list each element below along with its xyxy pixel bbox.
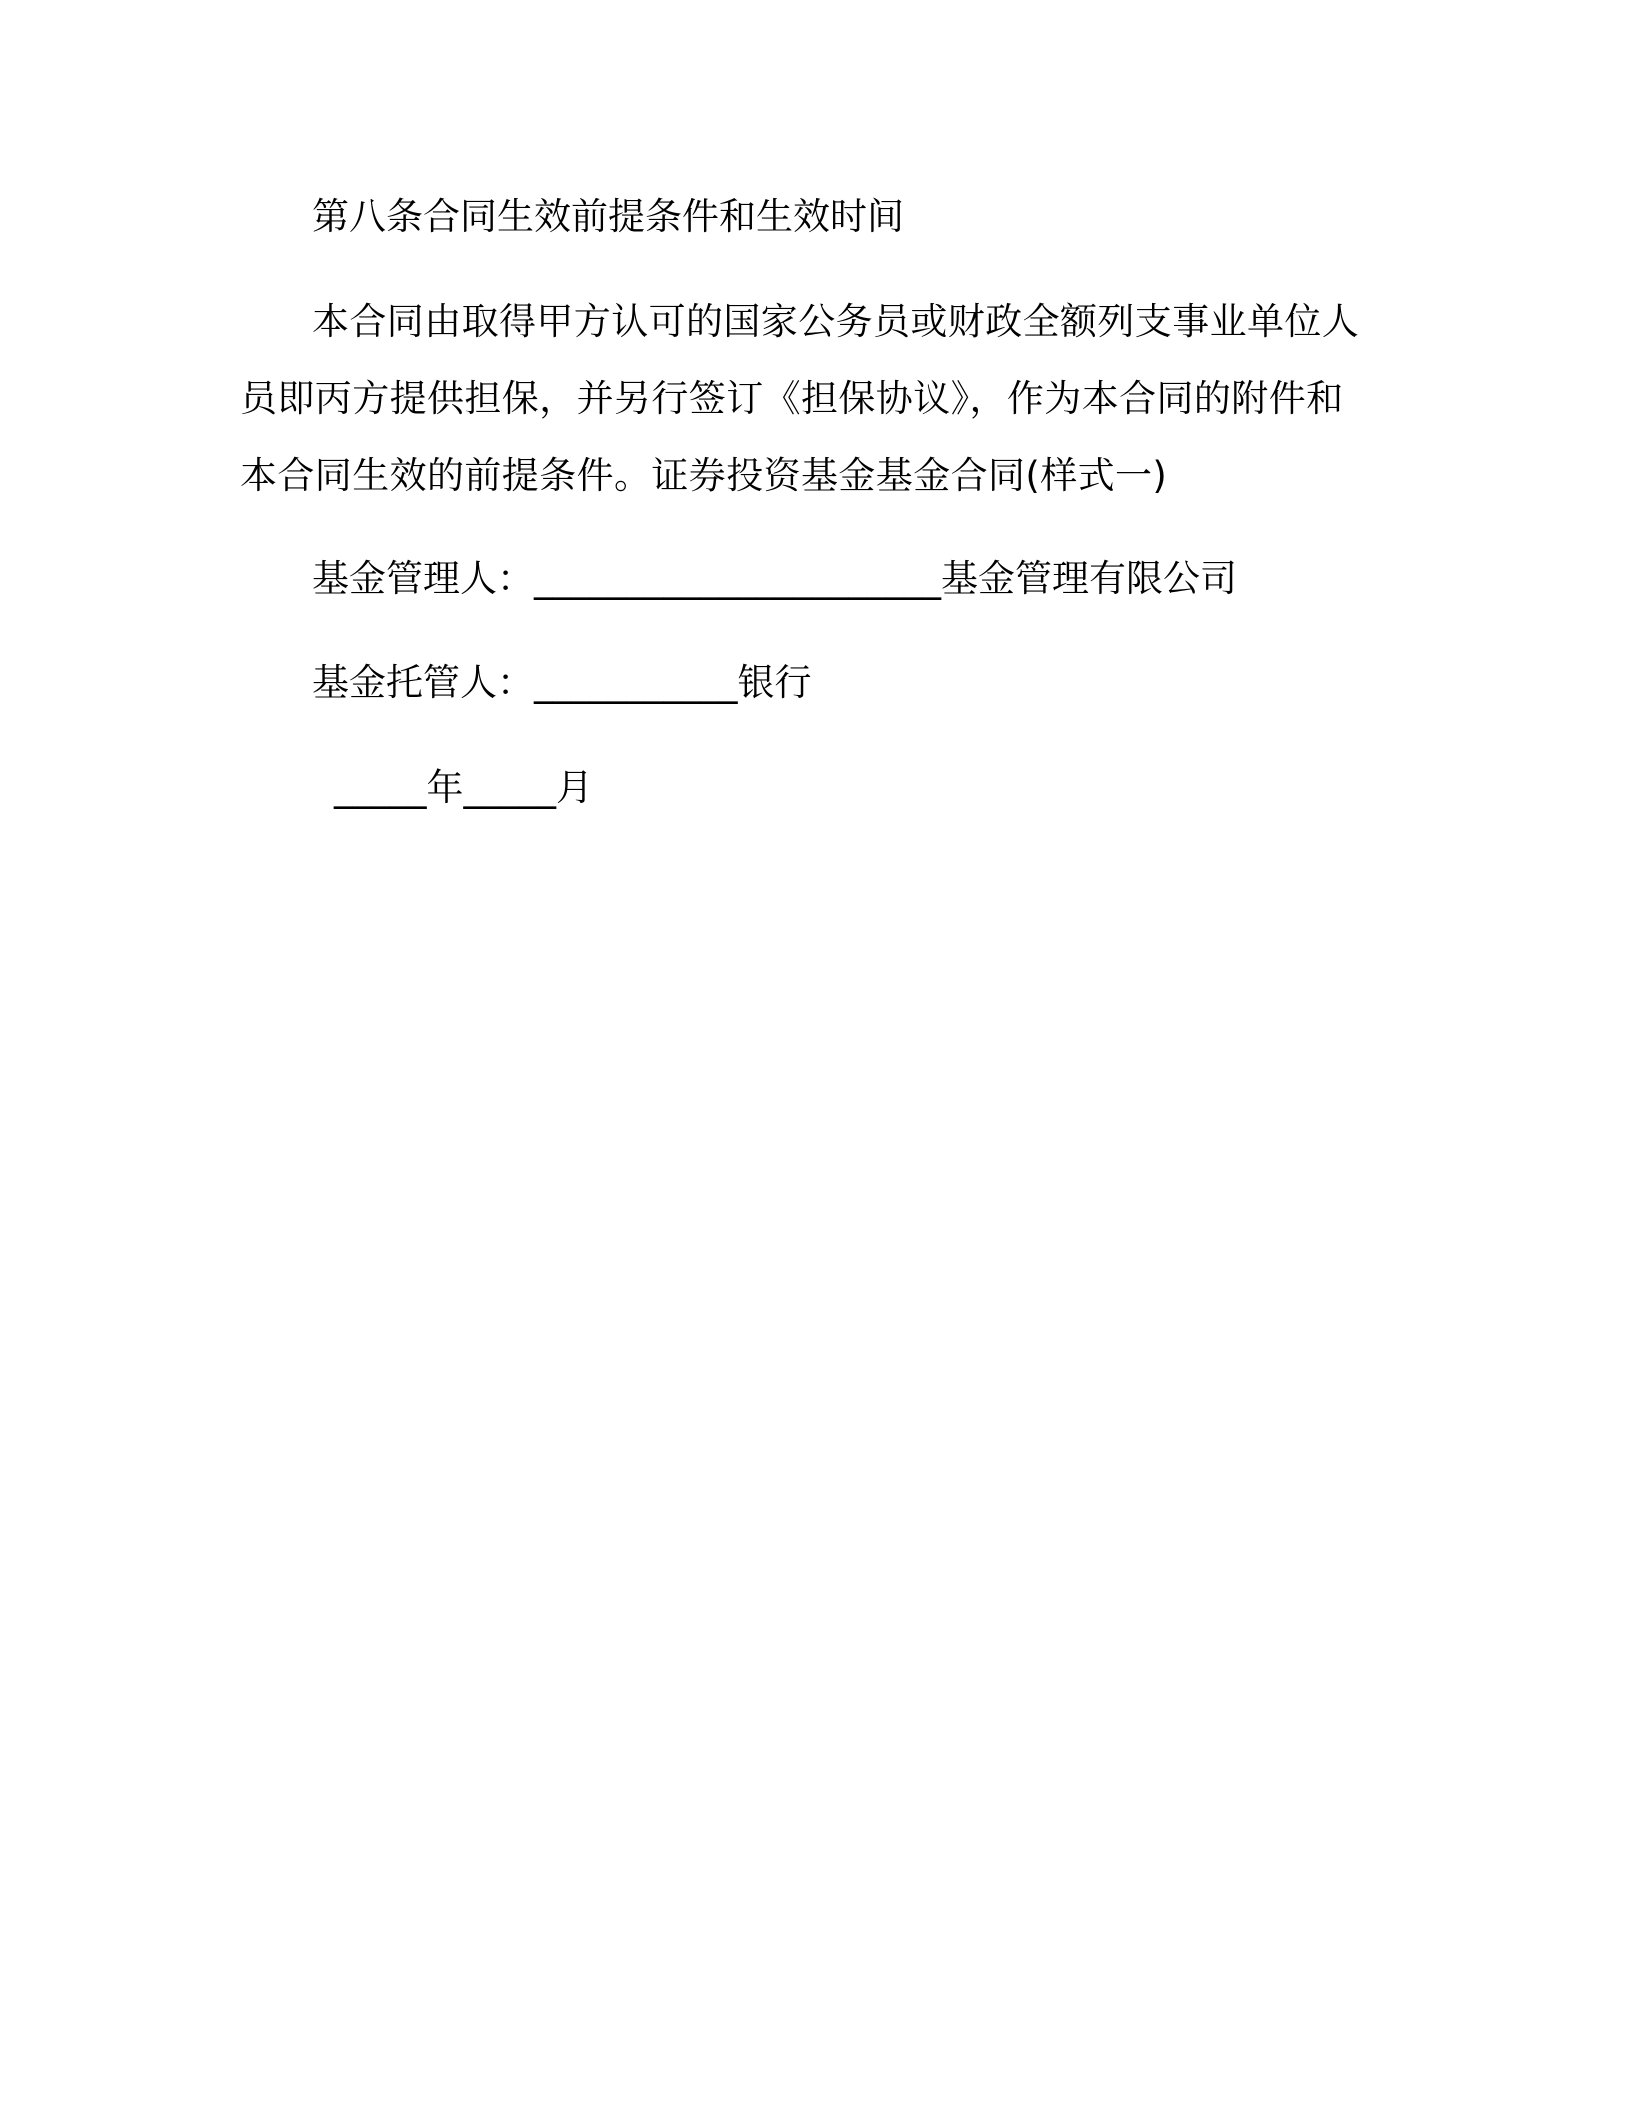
article-heading: 第八条合同生效前提条件和生效时间 (312, 195, 904, 238)
paragraph-line: 本合同生效的前提条件。证券投资基金基金合同(样式一) (240, 454, 1168, 497)
body-paragraph (240, 283, 1360, 514)
paragraph-line: 本合同由取得甲方认可的国家公务员或财政全额列支事业单位人 (312, 300, 1360, 343)
fund-manager-line: 基金管理人：______________________基金管理有限公司 (312, 557, 1237, 600)
paragraph-line: 员即丙方提供担保，并另行签订《担保协议》，作为本合同的附件和 (240, 377, 1344, 420)
date-line: _____年_____月 (334, 766, 593, 809)
fund-custodian-line: 基金托管人：___________银行 (312, 661, 812, 704)
